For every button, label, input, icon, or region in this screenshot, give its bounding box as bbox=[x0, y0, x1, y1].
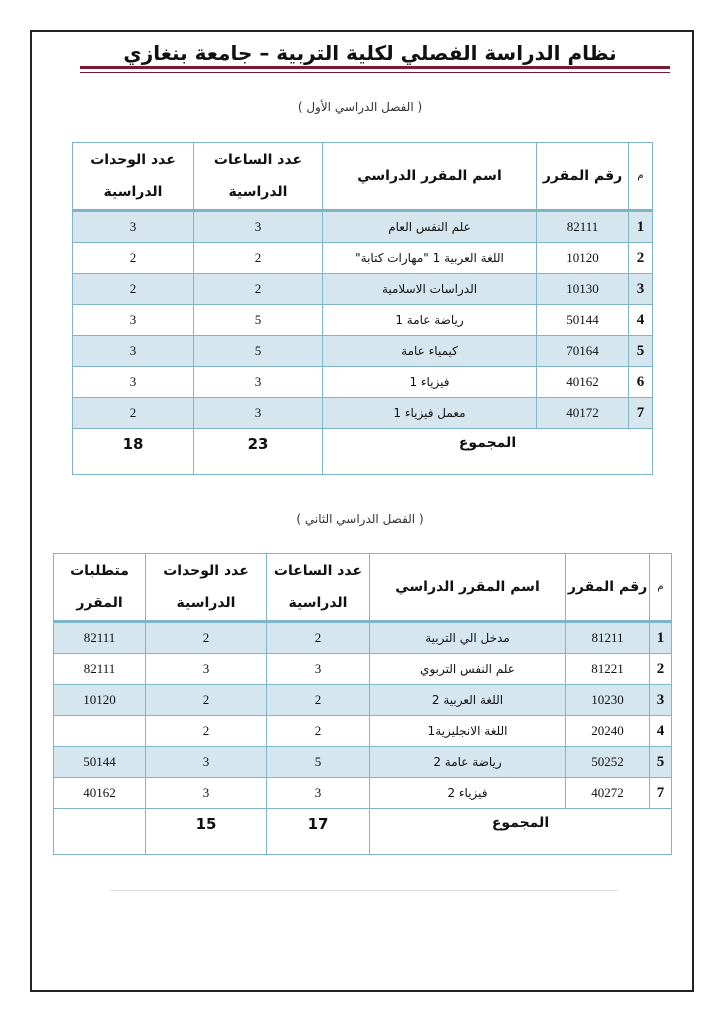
course-units: 2 bbox=[146, 716, 267, 747]
course-units: 3 bbox=[73, 336, 194, 367]
course-row bbox=[54, 716, 672, 747]
course-row bbox=[73, 243, 653, 274]
course-prereq: 82111 bbox=[54, 654, 146, 685]
total-units: 15 bbox=[146, 809, 267, 855]
course-code: 40162 bbox=[537, 367, 629, 398]
course-hours: 3 bbox=[267, 654, 370, 685]
course-name: رياضة عامة 2 bbox=[370, 747, 566, 778]
course-units: 3 bbox=[73, 211, 194, 243]
row-index: 4 bbox=[629, 305, 653, 336]
course-name: اللغة الانجليزية1 bbox=[370, 716, 566, 747]
course-code: 10130 bbox=[537, 274, 629, 305]
course-row bbox=[73, 305, 653, 336]
header-units: عدد الوحدات الدراسية bbox=[73, 143, 194, 211]
course-hours: 2 bbox=[194, 274, 323, 305]
row-index: 1 bbox=[650, 622, 672, 654]
header-units: عدد الوحدات الدراسية bbox=[146, 554, 267, 622]
course-name: فيزياء 1 bbox=[323, 367, 537, 398]
course-name: فيزياء 2 bbox=[370, 778, 566, 809]
course-code: 40272 bbox=[566, 778, 650, 809]
course-code: 10120 bbox=[537, 243, 629, 274]
row-index: 3 bbox=[629, 274, 653, 305]
title-underline bbox=[80, 66, 670, 69]
total-row bbox=[73, 429, 653, 475]
header-index: م bbox=[629, 143, 653, 211]
course-hours: 5 bbox=[267, 747, 370, 778]
course-row bbox=[73, 398, 653, 429]
course-row bbox=[73, 367, 653, 398]
row-index: 5 bbox=[650, 747, 672, 778]
course-code: 20240 bbox=[566, 716, 650, 747]
course-hours: 3 bbox=[194, 211, 323, 243]
row-index: 7 bbox=[650, 778, 672, 809]
course-name: اللغة العربية 1 "مهارات كتابة" bbox=[323, 243, 537, 274]
course-units: 3 bbox=[146, 747, 267, 778]
header-course-name: اسم المقرر الدراسي bbox=[370, 554, 566, 622]
course-hours: 3 bbox=[194, 398, 323, 429]
course-code: 81221 bbox=[566, 654, 650, 685]
page-title: نظام الدراسة الفصلي لكلية التربية – جامعة بنغازي bbox=[123, 41, 617, 65]
header-prerequisites: متطلبات المقرر bbox=[54, 554, 146, 622]
course-name: اللغة العربية 2 bbox=[370, 685, 566, 716]
course-units: 2 bbox=[73, 274, 194, 305]
semester1-caption: ( الفصل الدراسي الأول ) bbox=[297, 100, 423, 114]
course-row bbox=[54, 654, 672, 685]
header-course-name: اسم المقرر الدراسي bbox=[323, 143, 537, 211]
row-index: 6 bbox=[629, 367, 653, 398]
course-prereq bbox=[54, 716, 146, 747]
course-row bbox=[73, 211, 653, 243]
total-units: 18 bbox=[73, 429, 194, 475]
course-prereq: 82111 bbox=[54, 622, 146, 654]
course-units: 3 bbox=[73, 367, 194, 398]
semester2-table bbox=[53, 553, 672, 855]
course-name: كيمياء عامة bbox=[323, 336, 537, 367]
total-prereq-empty bbox=[54, 809, 146, 855]
course-name: علم النفس التربوي bbox=[370, 654, 566, 685]
header-hours: عدد الساعات الدراسية bbox=[267, 554, 370, 622]
course-units: 3 bbox=[146, 778, 267, 809]
course-row bbox=[54, 622, 672, 654]
header-hours: عدد الساعات الدراسية bbox=[194, 143, 323, 211]
course-row bbox=[54, 747, 672, 778]
footer-divider bbox=[110, 890, 618, 891]
course-row bbox=[73, 336, 653, 367]
header-course-code: رقم المقرر bbox=[537, 143, 629, 211]
course-units: 2 bbox=[146, 685, 267, 716]
course-hours: 3 bbox=[194, 367, 323, 398]
row-index: 3 bbox=[650, 685, 672, 716]
course-code: 40172 bbox=[537, 398, 629, 429]
course-prereq: 50144 bbox=[54, 747, 146, 778]
course-name: معمل فيزياء 1 bbox=[323, 398, 537, 429]
course-units: 3 bbox=[73, 305, 194, 336]
course-hours: 5 bbox=[194, 336, 323, 367]
course-row bbox=[73, 274, 653, 305]
row-index: 5 bbox=[629, 336, 653, 367]
course-code: 10230 bbox=[566, 685, 650, 716]
course-code: 70164 bbox=[537, 336, 629, 367]
total-label: المجموع bbox=[323, 429, 653, 475]
course-hours: 2 bbox=[267, 685, 370, 716]
total-label: المجموع bbox=[370, 809, 672, 855]
course-hours: 5 bbox=[194, 305, 323, 336]
header-course-code: رقم المقرر bbox=[566, 554, 650, 622]
row-index: 2 bbox=[650, 654, 672, 685]
course-units: 2 bbox=[146, 622, 267, 654]
semester1-table bbox=[72, 142, 653, 475]
course-prereq: 40162 bbox=[54, 778, 146, 809]
row-index: 2 bbox=[629, 243, 653, 274]
title-underline-thin bbox=[80, 72, 670, 73]
course-code: 50144 bbox=[537, 305, 629, 336]
total-hours: 23 bbox=[194, 429, 323, 475]
row-index: 1 bbox=[629, 211, 653, 243]
row-index: 7 bbox=[629, 398, 653, 429]
course-units: 3 bbox=[146, 654, 267, 685]
course-row bbox=[54, 685, 672, 716]
header-index: م bbox=[650, 554, 672, 622]
course-units: 2 bbox=[73, 398, 194, 429]
course-hours: 3 bbox=[267, 778, 370, 809]
course-name: الدراسات الاسلامية bbox=[323, 274, 537, 305]
course-name: علم النفس العام bbox=[323, 211, 537, 243]
semester1-header-row bbox=[73, 143, 653, 211]
course-hours: 2 bbox=[194, 243, 323, 274]
course-name: مدخل الي التربية bbox=[370, 622, 566, 654]
semester2-header-row bbox=[54, 554, 672, 622]
course-code: 81211 bbox=[566, 622, 650, 654]
course-hours: 2 bbox=[267, 622, 370, 654]
course-code: 50252 bbox=[566, 747, 650, 778]
row-index: 4 bbox=[650, 716, 672, 747]
course-code: 82111 bbox=[537, 211, 629, 243]
semester2-caption: ( الفصل الدراسي الثاني ) bbox=[296, 512, 424, 526]
total-row bbox=[54, 809, 672, 855]
total-hours: 17 bbox=[267, 809, 370, 855]
course-row bbox=[54, 778, 672, 809]
course-units: 2 bbox=[73, 243, 194, 274]
course-hours: 2 bbox=[267, 716, 370, 747]
course-name: رياضة عامة 1 bbox=[323, 305, 537, 336]
course-prereq: 10120 bbox=[54, 685, 146, 716]
